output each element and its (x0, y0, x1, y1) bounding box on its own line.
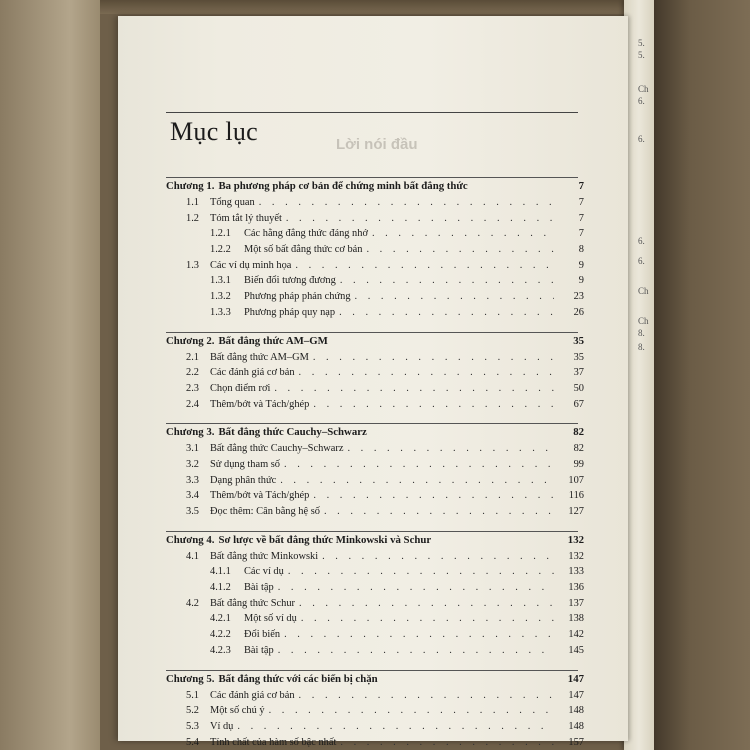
dot-leader (340, 275, 554, 286)
dot-leader (301, 613, 554, 624)
toc-subsection-entry[interactable] (166, 645, 584, 661)
entry-title: Bất đẳng thức Minkowski (210, 550, 319, 562)
dot-leader (324, 506, 554, 517)
chapter-title: Bất đẳng thức AM–GM (218, 334, 328, 347)
entry-title: Bất đẳng thức Cauchy–Schwarz (210, 443, 344, 455)
dot-leader (366, 244, 554, 255)
dot-leader (288, 566, 554, 577)
entry-title: Phương pháp quy nạp (244, 306, 336, 318)
dot-leader (313, 352, 554, 363)
desk-background-right (650, 0, 750, 750)
entry-number: 1.2.1 (210, 228, 231, 240)
entry-number: 4.1 (186, 550, 199, 562)
entry-number: 1.2 (186, 212, 199, 224)
entry-page-number: 35 (573, 351, 584, 363)
toc-section-entry[interactable] (166, 260, 584, 276)
dot-leader (274, 383, 554, 394)
chapter-page-number: 35 (573, 334, 584, 347)
toc-section-entry[interactable] (166, 383, 584, 399)
entry-page-number: 7 (578, 197, 584, 208)
entry-page-number: 7 (578, 228, 584, 240)
entry-page-number: 9 (578, 275, 584, 287)
toc-title: Mục lục (170, 117, 259, 146)
dot-leader (284, 629, 554, 640)
dot-leader (269, 705, 554, 716)
chapter-page-number: 132 (567, 533, 584, 546)
toc-chapter (166, 673, 584, 750)
entry-page-number: 137 (568, 597, 584, 609)
entry-number: 2.2 (186, 367, 199, 379)
entry-title: Các ví dụ minh họa (210, 259, 292, 271)
toc-chapter (166, 426, 584, 521)
entry-page-number: 145 (568, 644, 584, 656)
chapter-rule (166, 177, 578, 178)
dot-leader (237, 721, 554, 732)
entry-page-number: 138 (568, 613, 584, 625)
toc-subsection-entry[interactable] (166, 228, 584, 244)
entry-page-number: 157 (568, 736, 584, 748)
bleed-through-heading: Lời nói đầu (336, 136, 418, 153)
entry-number: 5.1 (186, 689, 199, 701)
entry-title: Chọn điểm rơi (210, 382, 271, 394)
toc-section-entry[interactable] (166, 737, 584, 750)
toc-chapter (166, 534, 584, 661)
entry-number: 4.2.2 (210, 629, 231, 641)
toc-subsection-entry[interactable] (166, 566, 584, 582)
entry-number: 5.3 (186, 720, 199, 732)
chapter-rule (166, 332, 578, 333)
entry-page-number: 9 (578, 259, 584, 271)
entry-number: 2.4 (186, 398, 199, 410)
toc-section-entry[interactable] (166, 551, 584, 567)
table-of-contents (166, 180, 584, 750)
toc-section-entry[interactable] (166, 690, 584, 706)
desk-background-left (0, 0, 100, 750)
entry-page-number: 148 (568, 705, 584, 717)
chapter-label: Chương 2. (166, 334, 215, 347)
dot-leader (313, 399, 554, 410)
entry-number: 1.1 (186, 197, 199, 208)
toc-subsection-entry[interactable] (166, 613, 584, 629)
chapter-label: Chương 4. (166, 533, 215, 546)
entry-page-number: 147 (568, 689, 584, 701)
toc-section-entry[interactable] (166, 490, 584, 506)
dot-leader (299, 367, 554, 378)
entry-number: 3.2 (186, 458, 199, 470)
entry-number: 4.2.3 (210, 644, 231, 656)
chapter-label: Chương 3. (166, 426, 215, 439)
entry-title: Thêm/bớt và Tách/ghép (210, 490, 310, 502)
toc-section-entry[interactable] (166, 213, 584, 229)
entry-number: 4.1.2 (210, 582, 231, 594)
entry-title: Đọc thêm: Cân bằng hệ số (210, 506, 320, 517)
entry-number: 5.4 (186, 736, 199, 748)
toc-subsection-entry[interactable] (166, 291, 584, 307)
entry-title: Sử dụng tham số (210, 458, 280, 470)
dot-leader (347, 443, 554, 454)
toc-chapter-heading[interactable] (166, 534, 584, 551)
entry-page-number: 116 (568, 490, 584, 502)
dot-leader (299, 598, 554, 609)
toc-subsection-entry[interactable] (166, 244, 584, 260)
entry-title: Bất đẳng thức AM–GM (210, 351, 309, 363)
toc-section-entry[interactable] (166, 705, 584, 721)
entry-title: Bài tập (244, 644, 274, 656)
toc-subsection-entry[interactable] (166, 275, 584, 291)
entry-page-number: 127 (568, 506, 584, 517)
toc-section-entry[interactable] (166, 443, 584, 459)
dot-leader (355, 291, 554, 302)
dot-leader (372, 228, 554, 239)
entry-title: Tính chất của hàm số bậc nhất (210, 736, 337, 748)
chapter-label: Chương 5. (166, 672, 215, 685)
entry-number: 3.4 (186, 490, 199, 502)
entry-page-number: 136 (568, 582, 584, 594)
entry-page-number: 7 (578, 212, 584, 224)
entry-title: Tổng quan (210, 197, 255, 208)
chapter-label: Chương 1. (166, 180, 215, 192)
chapter-rule (166, 423, 578, 424)
entry-page-number: 148 (568, 720, 584, 732)
adjacent-page-edge: 5. 5. Ch 6. 6. 6. 6. Ch Ch 8. 8. (624, 0, 654, 750)
entry-page-number: 99 (573, 458, 584, 470)
entry-title: Bất đẳng thức Schur (210, 597, 295, 609)
toc-chapter (166, 180, 584, 323)
chapter-page-number: 82 (573, 426, 584, 439)
entry-title: Đổi biến (244, 629, 281, 641)
entry-number: 2.3 (186, 382, 199, 394)
toc-chapter-heading[interactable] (166, 180, 584, 197)
toc-section-entry[interactable] (166, 506, 584, 522)
chapter-rule (166, 531, 578, 532)
dot-leader (339, 307, 554, 318)
chapter-title: Ba phương pháp cơ bản để chứng minh bất đẳng thức (218, 180, 468, 192)
entry-page-number: 107 (568, 474, 584, 486)
entry-page-number: 82 (573, 443, 584, 455)
entry-title: Một số bất đẳng thức cơ bản (244, 244, 363, 256)
dot-leader (278, 645, 554, 656)
dot-leader (284, 459, 554, 470)
entry-number: 5.2 (186, 705, 199, 717)
entry-title: Dạng phân thức (210, 474, 277, 486)
dot-leader (340, 737, 554, 748)
toc-chapter-heading[interactable] (166, 426, 584, 443)
entry-page-number: 132 (568, 550, 584, 562)
entry-page-number: 8 (578, 244, 584, 256)
toc-chapter-heading[interactable] (166, 673, 584, 690)
chapter-page-number: 7 (578, 180, 584, 192)
toc-subsection-entry[interactable] (166, 582, 584, 598)
dot-leader (322, 551, 554, 562)
toc-section-entry[interactable] (166, 459, 584, 475)
entry-title: Tóm tắt lý thuyết (210, 212, 282, 224)
entry-page-number: 142 (568, 629, 584, 641)
entry-page-number: 133 (568, 566, 584, 578)
entry-title: Thêm/bớt và Tách/ghép (210, 398, 310, 410)
toc-section-entry[interactable] (166, 721, 584, 737)
dot-leader (259, 197, 554, 208)
entry-page-number: 26 (573, 306, 584, 318)
toc-section-entry[interactable] (166, 475, 584, 491)
toc-chapter-heading[interactable] (166, 335, 584, 352)
entry-number: 3.5 (186, 506, 199, 517)
toc-section-entry[interactable] (166, 399, 584, 415)
entry-number: 1.3.1 (210, 275, 231, 287)
entry-title: Bài tập (244, 582, 274, 594)
entry-page-number: 23 (573, 291, 584, 303)
entry-number: 4.1.1 (210, 566, 231, 578)
entry-number: 2.1 (186, 351, 199, 363)
entry-title: Một số chú ý (210, 705, 265, 717)
entry-number: 3.1 (186, 443, 199, 455)
title-rule (166, 112, 578, 113)
entry-number: 1.3.2 (210, 291, 231, 303)
dot-leader (313, 490, 554, 501)
chapter-title: Sơ lược về bất đẳng thức Minkowski và Schur (218, 533, 432, 546)
toc-section-entry[interactable] (166, 367, 584, 383)
chapter-page-number: 147 (567, 672, 584, 685)
toc-chapter (166, 335, 584, 415)
entry-page-number: 67 (573, 398, 584, 410)
entry-title: Các đánh giá cơ bản (210, 367, 295, 379)
toc-subsection-entry[interactable] (166, 307, 584, 323)
entry-number: 1.3 (186, 259, 199, 271)
entry-title: Các đánh giá cơ bản (210, 689, 295, 701)
chapter-rule (166, 670, 578, 671)
toc-section-entry[interactable] (166, 197, 584, 213)
dot-leader (295, 260, 554, 271)
dot-leader (299, 690, 554, 701)
entry-number: 4.2.1 (210, 613, 231, 625)
dot-leader (286, 213, 554, 224)
chapter-title: Bất đẳng thức với các biến bị chặn (218, 672, 378, 685)
toc-subsection-entry[interactable] (166, 629, 584, 645)
dot-leader (278, 582, 554, 593)
entry-title: Các hằng đẳng thức đáng nhớ (244, 228, 368, 240)
entry-title: Ví dụ (210, 720, 234, 732)
toc-section-entry[interactable] (166, 352, 584, 368)
entry-title: Một số ví dụ (244, 613, 297, 625)
entry-page-number: 50 (573, 382, 584, 394)
entry-number: 4.2 (186, 597, 199, 609)
entry-number: 3.3 (186, 474, 199, 486)
entry-number: 1.3.3 (210, 306, 231, 318)
entry-title: Biến đổi tương đương (244, 275, 336, 287)
entry-title: Các ví dụ (244, 566, 284, 578)
entry-page-number: 37 (573, 367, 584, 379)
entry-title: Phương pháp phản chứng (244, 291, 351, 303)
chapter-title: Bất đẳng thức Cauchy–Schwarz (218, 426, 367, 439)
entry-number: 1.2.2 (210, 244, 231, 256)
toc-section-entry[interactable] (166, 598, 584, 614)
dot-leader (280, 475, 554, 486)
